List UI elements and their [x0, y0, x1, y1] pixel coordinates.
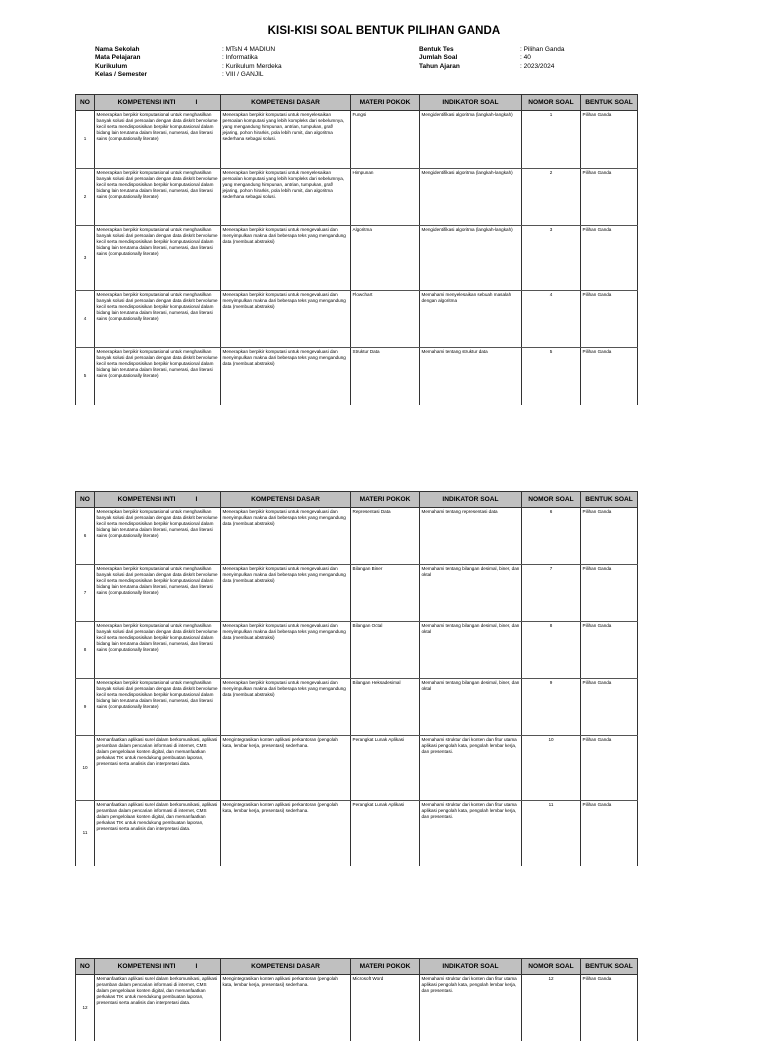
- cell-indikator: Memahami struktur dari konten dan fitur utama aplikasi pengolah kata, pengolah lembar kerja, dan presentasi.: [420, 736, 522, 801]
- cell-bentuk: Pilihan Ganda: [581, 622, 638, 679]
- header-label: NOMOR SOAL: [528, 99, 574, 106]
- cell-kd: Mengintegrasikan konten aplikasi perkantoran (pengolah kata, lembar kerja, presentasi) sederhana.: [221, 975, 351, 1041]
- header-label: KOMPETENSI DASAR: [251, 496, 320, 503]
- cell-materi: Himpunan: [351, 169, 420, 226]
- kisi-table: [75, 94, 638, 405]
- table-row: [76, 111, 638, 169]
- cell-ki: Menerapkan berpikir komputasional untuk menghasilkan banyak solusi dari persoalan dengan data diskrit bervolume kecil serta mendisposisikan berpikir komputasional dalam bidang lain terutama dalam literasi, numerasi, dan literasi sains (computationally literate): [95, 679, 221, 736]
- cell-indikator: Memahami struktur dari konten dan fitur utama aplikasi pengolah kata, pengolah lembar kerja, dan presentasi.: [420, 975, 522, 1041]
- cell-no: 8: [76, 622, 95, 679]
- header-label: KOMPETENSI INTI: [117, 496, 176, 503]
- cell-nomor: 5: [522, 348, 581, 405]
- header-materi: [351, 95, 420, 111]
- cell-ki: Memanfaatkan aplikasi surel dalam berkomunikasi, aplikasi peramban dalam pencarian informasi di internet, CMS dalam pengelolaan konten digital, dan memanfaatkan perkakas TIK untuk mendukung pembuatan laporan, presentasi serta analisis dan interpretasi data.: [95, 975, 221, 1041]
- cell-indikator: Memahami struktur dari konten dan fitur utama aplikasi pengolah kata, pengolah lembar kerja, dan presentasi.: [420, 801, 522, 866]
- header-mark: I: [195, 99, 198, 106]
- header-bentuk: [581, 492, 638, 508]
- table-header-row: [76, 95, 638, 111]
- cell-bentuk: Pilihan Ganda: [581, 348, 638, 405]
- header-bentuk: [581, 95, 638, 111]
- cell-indikator: Memahami menyelesaikan sebuah masalah dengan algoritma: [420, 291, 522, 348]
- header-nomor: [522, 492, 581, 508]
- header-no: [76, 492, 95, 508]
- cell-materi: Bilangan Biner: [351, 565, 420, 622]
- cell-bentuk: Pilihan Ganda: [581, 801, 638, 866]
- info-left: [95, 46, 322, 79]
- cell-indikator: Mengidentifikasi algoritma (langkah-langkah): [420, 169, 522, 226]
- info-value: : VIII / GANJIL: [222, 70, 264, 78]
- cell-ki: Menerapkan berpikir komputasional untuk menghasilkan banyak solusi dari persoalan dengan data diskrit bervolume kecil serta mendisposisikan berpikir komputasional dalam bidang lain terutama dalam literasi, numerasi, dan literasi sains (computationally literate): [95, 226, 221, 291]
- cell-kd: Menerapkan berpikir komputasi untuk menyelesaikan persoalan komputasi yang lebih kompleks dari sebelumnya, yang mengandung himpunan, antrian, tumpukan, graf/ jejaring, pohon hirarkis, pola lebih rumit, dan algoritma sederhana sebagai solusi.: [221, 111, 351, 169]
- cell-bentuk: Pilihan Ganda: [581, 111, 638, 169]
- cell-nomor: 4: [522, 291, 581, 348]
- cell-nomor: 12: [522, 975, 581, 1041]
- cell-bentuk: Pilihan Ganda: [581, 736, 638, 801]
- info-label: Nama Sekolah: [95, 46, 140, 53]
- header-label: MATERI POKOK: [359, 963, 411, 970]
- cell-materi: Algoritma: [351, 226, 420, 291]
- cell-nomor: 2: [522, 169, 581, 226]
- cell-indikator: Memahami tentang bilangan desimal, biner, dan oktal: [420, 565, 522, 622]
- header-label: KOMPETENSI INTI: [117, 99, 176, 106]
- cell-ki: Menerapkan berpikir komputasional untuk menghasilkan banyak solusi dari persoalan dengan data diskrit bervolume kecil serta mendisposisikan berpikir komputasional dalam bidang lain terutama dalam literasi, numerasi, dan literasi sains (computationally literate): [95, 169, 221, 226]
- cell-no: 4: [76, 291, 95, 348]
- cell-bentuk: Pilihan Ganda: [581, 508, 638, 565]
- header-kd: [221, 959, 351, 975]
- cell-indikator: Mengidentifikasi algoritma (langkah-langkah): [420, 111, 522, 169]
- cell-indikator: Memahami tentang representasi data: [420, 508, 522, 565]
- table-row: [76, 565, 638, 622]
- cell-materi: Bilangan Octal: [351, 622, 420, 679]
- header-label: KOMPETENSI DASAR: [251, 963, 320, 970]
- table-row: [76, 291, 638, 348]
- cell-ki: Menerapkan berpikir komputasional untuk menghasilkan banyak solusi dari persoalan dengan data diskrit bervolume kecil serta mendisposisikan berpikir komputasional dalam bidang lain terutama dalam literasi, numerasi, dan literasi sains (computationally literate): [95, 622, 221, 679]
- info-row-mata-pelajaran: [95, 54, 322, 62]
- table-row: [76, 679, 638, 736]
- document-title: KISI-KISI SOAL BENTUK PILIHAN GANDA: [267, 25, 501, 37]
- header-kd: [221, 492, 351, 508]
- header-mark: I: [195, 963, 198, 970]
- cell-no: 11: [76, 801, 95, 866]
- header-label: INDIKATOR SOAL: [442, 496, 499, 503]
- table-row: [76, 622, 638, 679]
- cell-bentuk: Pilihan Ganda: [581, 565, 638, 622]
- info-value: : 40: [520, 54, 531, 62]
- cell-no: 6: [76, 508, 95, 565]
- header-label: BENTUK SOAL: [585, 963, 633, 970]
- header-indikator: [420, 95, 522, 111]
- info-value: : MTsN 4 MADIUN: [222, 46, 276, 53]
- info-row-nama-sekolah: [95, 46, 322, 54]
- info-value: : Informatika: [222, 54, 258, 62]
- cell-materi: Struktur Data: [351, 348, 420, 405]
- header-label: MATERI POKOK: [359, 99, 411, 106]
- cell-kd: Mengintegrasikan konten aplikasi perkantoran (pengolah kata, lembar kerja, presentasi) sederhana.: [221, 736, 351, 801]
- cell-no: 10: [76, 736, 95, 801]
- header-indikator: [420, 492, 522, 508]
- header-label: NO: [80, 99, 90, 106]
- header-label: BENTUK SOAL: [585, 496, 633, 503]
- header-label: BENTUK SOAL: [585, 99, 633, 106]
- cell-materi: Perangkat Lunak Aplikasi: [351, 736, 420, 801]
- cell-no: 1: [76, 111, 95, 169]
- cell-kd: Menerapkan berpikir komputasi untuk menyelesaikan persoalan komputasi yang lebih kompleks dari sebelumnya, yang mengandung himpunan, antrian, tumpukan, graf/ jejaring, pohon hirarkis, pola lebih rumit, dan algoritma sederhana sebagai solusi.: [221, 169, 351, 226]
- cell-bentuk: Pilihan Ganda: [581, 975, 638, 1041]
- cell-bentuk: Pilihan Ganda: [581, 291, 638, 348]
- header-kd: [221, 95, 351, 111]
- cell-kd: Menerapkan berpikir komputasi untuk mengevaluasi dan menyimpulkan makna dari beberapa teks yang mengandung data (membuat abstraksi): [221, 291, 351, 348]
- cell-materi: Perangkat Lunak Aplikasi: [351, 801, 420, 866]
- cell-ki: Memanfaatkan aplikasi surel dalam berkomunikasi, aplikasi peramban dalam pencarian informasi di internet, CMS dalam pengelolaan konten digital, dan memanfaatkan perkakas TIK untuk mendukung pembuatan laporan, presentasi serta analisis dan interpretasi data.: [95, 736, 221, 801]
- table-row: [76, 348, 638, 405]
- cell-indikator: Mengidentifikasi algoritma (langkah-langkah): [420, 226, 522, 291]
- cell-nomor: 3: [522, 226, 581, 291]
- info-row-kelas-semester: [95, 71, 322, 79]
- cell-kd: Menerapkan berpikir komputasi untuk mengevaluasi dan menyimpulkan makna dari beberapa teks yang mengandung data (membuat abstraksi): [221, 508, 351, 565]
- header-no: [76, 95, 95, 111]
- cell-nomor: 8: [522, 622, 581, 679]
- cell-materi: Fungsi: [351, 111, 420, 169]
- header-no: [76, 959, 95, 975]
- table-row: [76, 169, 638, 226]
- cell-no: 12: [76, 975, 95, 1041]
- info-row-jumlah-soal: [419, 54, 600, 62]
- cell-nomor: 9: [522, 679, 581, 736]
- table-row: [76, 801, 638, 866]
- info-row-kurikulum: [95, 63, 322, 71]
- kisi-kisi-table-1: [75, 94, 637, 405]
- cell-indikator: Memahami tentang struktur data: [420, 348, 522, 405]
- header-label: KOMPETENSI INTI: [117, 963, 176, 970]
- cell-nomor: 1: [522, 111, 581, 169]
- header-label: NO: [80, 963, 90, 970]
- cell-no: 9: [76, 679, 95, 736]
- header-ki: [95, 492, 221, 508]
- header-nomor: [522, 959, 581, 975]
- cell-ki: Menerapkan berpikir komputasional untuk menghasilkan banyak solusi dari persoalan dengan data diskrit bervolume kecil serta mendisposisikan berpikir komputasional dalam bidang lain terutama dalam literasi, numerasi, dan literasi sains (computationally literate): [95, 291, 221, 348]
- cell-ki: Menerapkan berpikir komputasional untuk menghasilkan banyak solusi dari persoalan dengan data diskrit bervolume kecil serta mendisposisikan berpikir komputasional dalam bidang lain terutama dalam literasi, numerasi, dan literasi sains (computationally literate): [95, 348, 221, 405]
- cell-kd: Menerapkan berpikir komputasi untuk mengevaluasi dan menyimpulkan makna dari beberapa teks yang mengandung data (membuat abstraksi): [221, 565, 351, 622]
- cell-no: 3: [76, 226, 95, 291]
- cell-no: 2: [76, 169, 95, 226]
- header-label: INDIKATOR SOAL: [442, 99, 499, 106]
- cell-kd: Mengintegrasikan konten aplikasi perkantoran (pengolah kata, lembar kerja, presentasi) sederhana.: [221, 801, 351, 866]
- info-label: Bentuk Tes: [419, 46, 454, 53]
- info-value: : Pilihan Ganda: [520, 46, 565, 53]
- header-nomor: [522, 95, 581, 111]
- cell-indikator: Memahami tentang bilangan desimal, biner, dan oktal: [420, 679, 522, 736]
- cell-nomor: 6: [522, 508, 581, 565]
- cell-nomor: 11: [522, 801, 581, 866]
- cell-materi: Microsoft Word: [351, 975, 420, 1041]
- header-mark: I: [195, 496, 198, 503]
- table-header-row: [76, 492, 638, 508]
- header-label: KOMPETENSI DASAR: [251, 99, 320, 106]
- cell-nomor: 10: [522, 736, 581, 801]
- cell-ki: Menerapkan berpikir komputasional untuk menghasilkan banyak solusi dari persoalan dengan data diskrit bervolume kecil serta mendisposisikan berpikir komputasional dalam bidang lain terutama dalam literasi, numerasi, dan literasi sains (computationally literate): [95, 508, 221, 565]
- kisi-kisi-table-2: [75, 491, 637, 866]
- cell-nomor: 7: [522, 565, 581, 622]
- header-ki: [95, 959, 221, 975]
- cell-kd: Menerapkan berpikir komputasi untuk mengevaluasi dan menyimpulkan makna dari beberapa teks yang mengandung data (membuat abstraksi): [221, 226, 351, 291]
- cell-bentuk: Pilihan Ganda: [581, 226, 638, 291]
- header-label: MATERI POKOK: [359, 496, 411, 503]
- cell-kd: Menerapkan berpikir komputasi untuk mengevaluasi dan menyimpulkan makna dari beberapa teks yang mengandung data (membuat abstraksi): [221, 348, 351, 405]
- info-value: : 2023/2024: [520, 62, 555, 70]
- info-label: Kelas / Semester: [95, 70, 148, 78]
- cell-kd: Menerapkan berpikir komputasi untuk mengevaluasi dan menyimpulkan makna dari beberapa teks yang mengandung data (membuat abstraksi): [221, 622, 351, 679]
- cell-materi: Representasi Data: [351, 508, 420, 565]
- info-row-tahun-ajaran: [419, 63, 600, 71]
- kisi-table: [75, 491, 638, 866]
- cell-bentuk: Pilihan Ganda: [581, 679, 638, 736]
- cell-materi: Flowchart: [351, 291, 420, 348]
- cell-materi: Bilangan Heksadesimal: [351, 679, 420, 736]
- kisi-table: [75, 958, 638, 1041]
- info-right: [419, 46, 600, 71]
- info-label: Kurikulum: [95, 62, 128, 70]
- kisi-kisi-table-3: [75, 958, 637, 1041]
- header-label: INDIKATOR SOAL: [442, 963, 499, 970]
- header-materi: [351, 959, 420, 975]
- cell-ki: Menerapkan berpikir komputasional untuk menghasilkan banyak solusi dari persoalan dengan data diskrit bervolume kecil serta mendisposisikan berpikir komputasional dalam bidang lain terutama dalam literasi, numerasi, dan literasi sains (computationally literate): [95, 111, 221, 169]
- cell-ki: Memanfaatkan aplikasi surel dalam berkomunikasi, aplikasi peramban dalam pencarian informasi di internet, CMS dalam pengelolaan konten digital, dan memanfaatkan perkakas TIK untuk mendukung pembuatan laporan, presentasi serta analisis dan interpretasi data.: [95, 801, 221, 866]
- header-bentuk: [581, 959, 638, 975]
- cell-no: 5: [76, 348, 95, 405]
- cell-ki: Menerapkan berpikir komputasional untuk menghasilkan banyak solusi dari persoalan dengan data diskrit bervolume kecil serta mendisposisikan berpikir komputasional dalam bidang lain terutama dalam literasi, numerasi, dan literasi sains (computationally literate): [95, 565, 221, 622]
- table-row: [76, 226, 638, 291]
- table-row: [76, 736, 638, 801]
- table-row: [76, 975, 638, 1041]
- table-header-row: [76, 959, 638, 975]
- header-indikator: [420, 959, 522, 975]
- header-label: NO: [80, 496, 90, 503]
- info-label: Jumlah Soal: [419, 54, 458, 62]
- header-ki: [95, 95, 221, 111]
- info-row-bentuk-tes: [419, 46, 600, 54]
- cell-kd: Menerapkan berpikir komputasi untuk mengevaluasi dan menyimpulkan makna dari beberapa teks yang mengandung data (membuat abstraksi): [221, 679, 351, 736]
- table-row: [76, 508, 638, 565]
- header-materi: [351, 492, 420, 508]
- cell-indikator: Memahami tentang bilangan desimal, biner, dan oktal: [420, 622, 522, 679]
- cell-no: 7: [76, 565, 95, 622]
- cell-bentuk: Pilihan Ganda: [581, 169, 638, 226]
- header-label: NOMOR SOAL: [528, 496, 574, 503]
- info-value: : Kurikulum Merdeka: [222, 62, 282, 70]
- header-label: NOMOR SOAL: [528, 963, 574, 970]
- info-label: Tahun Ajaran: [419, 62, 460, 70]
- info-label: Mata Pelajaran: [95, 54, 141, 62]
